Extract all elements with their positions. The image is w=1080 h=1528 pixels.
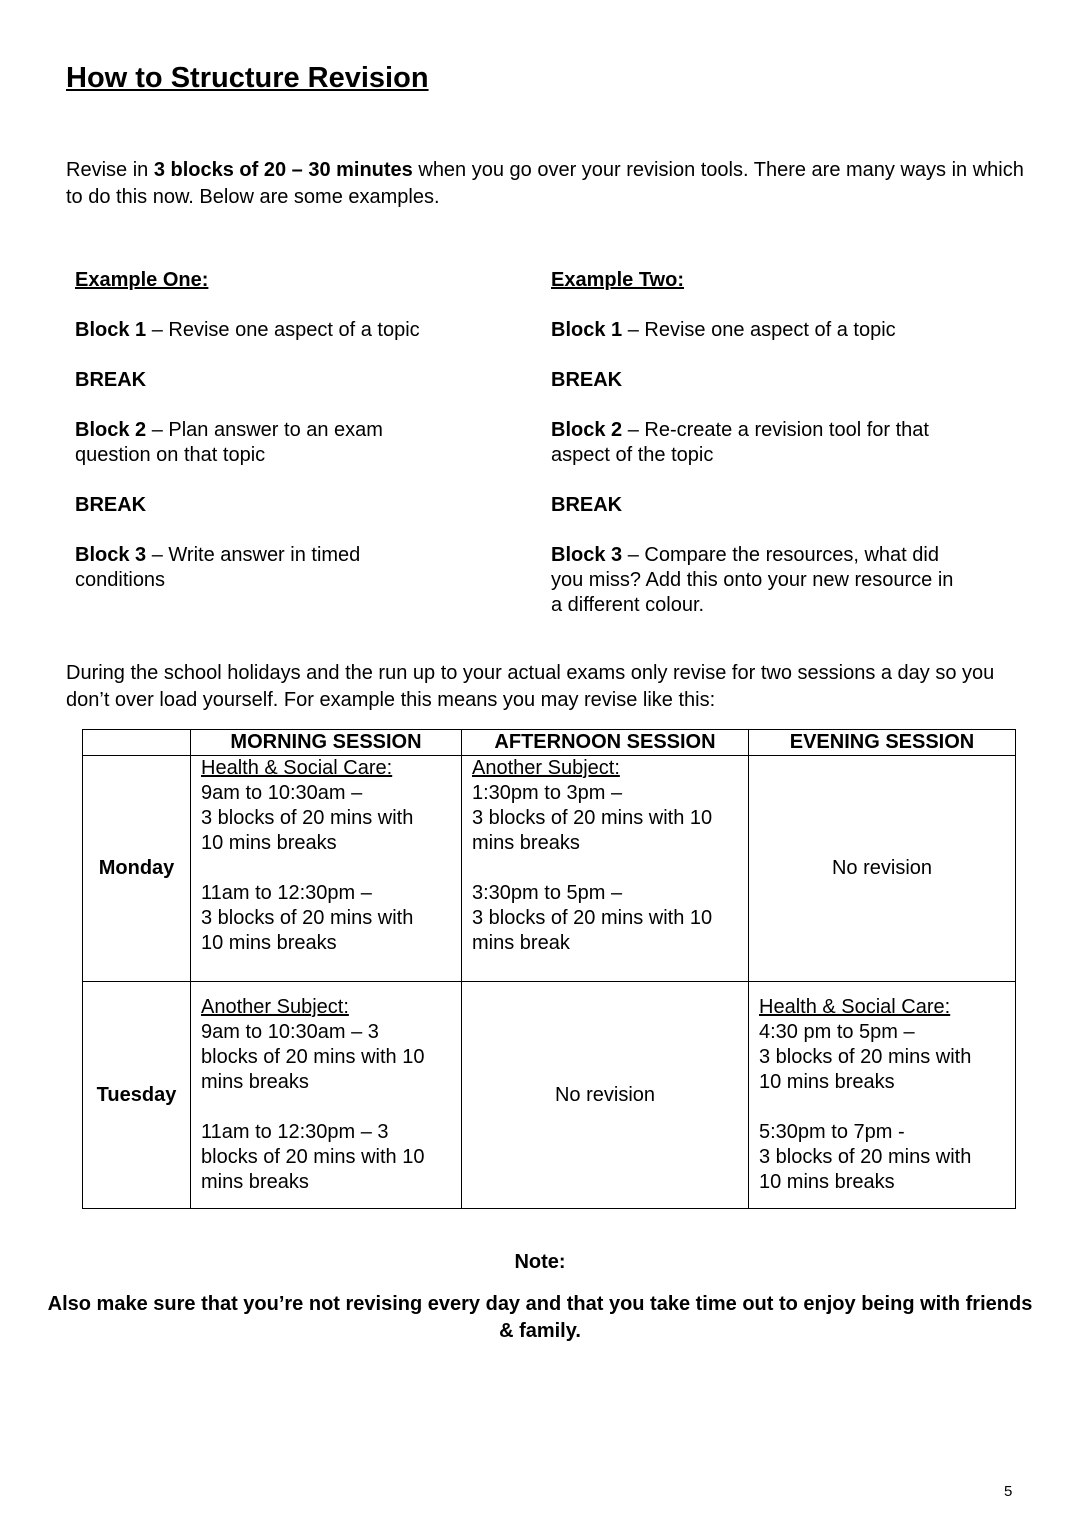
table-header-row [83,730,1016,756]
day-label: Tuesday [83,982,191,1209]
subject: Another Subject: [201,996,349,1018]
page-title: How to Structure Revision [66,62,429,94]
break: BREAK [551,494,623,516]
schedule-text: 9am to 10:30am – 3 blocks of 20 mins with 10 mins breaks 11am to 12:30pm – 3 blocks of 20 mins with 10 mins breaks [201,1021,425,1193]
break: BREAK [75,494,147,516]
header-evening: EVENING SESSION [749,730,1016,756]
subject: Health & Social Care: [759,996,951,1018]
subject: Another Subject: [472,757,620,779]
note-text: Also make sure that you’re not revising every day and that you take time out to enjoy being with friends & family. [47,1293,1033,1342]
evening-cell [749,982,1016,1209]
break: BREAK [75,369,147,391]
revision-schedule-table [82,729,1016,1209]
block-3: Block 3 – Write answer in timed conditions [75,544,361,591]
block-3: Block 3 – Compare the resources, what did you miss? Add this onto your new resource in a different colour. [551,544,954,616]
header-blank [83,730,191,756]
evening-cell: No revision [749,756,1016,982]
header-afternoon: AFTERNOON SESSION [462,730,749,756]
table-row [83,982,1016,1209]
intro-text-end: when you go over your revision tools. There are many ways in which to do this now. Below are some examples. [66,159,1024,208]
block-1: Block 1 – Revise one aspect of a topic [75,319,420,341]
break: BREAK [551,369,623,391]
schedule-text: 4:30 pm to 5pm – 3 blocks of 20 mins with 10 mins breaks 5:30pm to 7pm - 3 blocks of 20 mins with 10 mins breaks [759,1021,972,1193]
afternoon-cell: No revision [462,982,749,1209]
holidays-paragraph: During the school holidays and the run up to your actual exams only revise for two sessions a day so you don’t over load yourself. For example this means you may revise like this: [66,662,995,711]
table-row [83,756,1016,982]
afternoon-cell [462,756,749,982]
page-number: 5 [1004,1483,1013,1500]
morning-cell [191,756,462,982]
block-2: Block 2 – Plan answer to an exam question on that topic [75,419,383,466]
intro-text: Revise in [66,159,154,181]
morning-cell [191,982,462,1209]
intro-paragraph [66,157,1026,211]
example-heading: Example Two: [551,269,684,291]
schedule-text: 9am to 10:30am – 3 blocks of 20 mins with 10 mins breaks 11am to 12:30pm – 3 blocks of 20 mins with 10 mins breaks [201,782,414,954]
schedule-text: 1:30pm to 3pm – 3 blocks of 20 mins with 10 mins breaks 3:30pm to 5pm – 3 blocks of 20 mins with 10 mins break [472,782,713,954]
day-label: Monday [83,756,191,982]
subject: Health & Social Care: [201,757,393,779]
block-1: Block 1 – Revise one aspect of a topic [551,319,896,341]
intro-bold: 3 blocks of 20 – 30 minutes [153,159,413,181]
note-heading: Note: [514,1251,566,1273]
header-morning: MORNING SESSION [191,730,462,756]
block-2: Block 2 – Re-create a revision tool for that aspect of the topic [551,419,929,466]
example-heading: Example One: [75,269,209,291]
